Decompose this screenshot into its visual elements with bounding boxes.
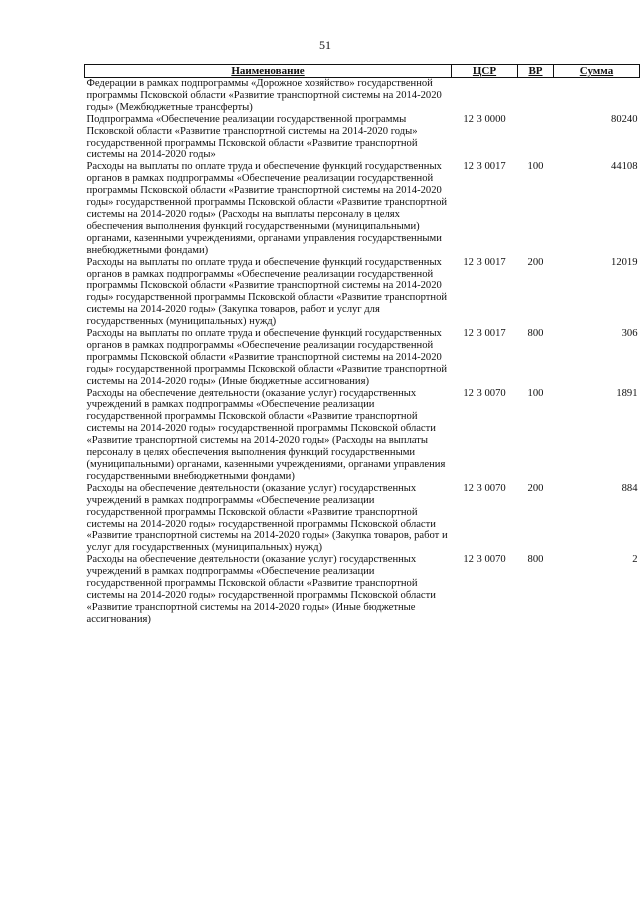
row-csr [452,78,518,114]
table-row [85,554,640,625]
row-vr: 100 [527,387,544,399]
row-name: Расходы на обеспечение деятельности (оказание услуг) государственных учреждений в рамках подпрограммы «Обеспечение реализации государственной программы Псковской области «Развитие транспортной системы на 2014-2020 годы» государственной программы Псковской области «Развитие транспортной системы на 2014-2020 годы» (Закупка товаров, работ и услуг для государственных (муниципальных) нужд) [86,482,448,554]
table-row [85,328,640,388]
row-sum: 80240 [611,113,638,125]
table-row [85,161,640,256]
row-csr: 12 3 0070 [463,387,506,399]
row-sum [554,78,640,114]
row-sum: 44108 [611,161,638,173]
page-number: 51 [319,38,331,52]
table-row [85,78,640,114]
column-header-sum: Сумма [554,65,640,78]
table-body [85,78,640,626]
row-sum: 306 [621,328,638,340]
header-row [85,65,640,78]
row-name: Федерации в рамках подпрограммы «Дорожное хозяйство» государственной программы Псковской области «Развитие транспортной системы на 2014-2020 годы» (Межбюджетные трансферты) [86,78,442,113]
row-name: Расходы на обеспечение деятельности (оказание услуг) государственных учреждений в рамках подпрограммы «Обеспечение реализации государственной программы Псковской области «Развитие транспортной системы на 2014-2020 годы» государственной программы Псковской области «Развитие транспортной системы на 2014-2020 годы» (Иные бюджетные ассигнования) [86,554,436,625]
row-vr: 800 [527,554,544,566]
budget-table [84,64,640,626]
row-vr: 200 [527,482,544,494]
table-row [85,483,640,554]
row-name: Расходы на выплаты по оплате труда и обеспечение функций государственных органов в рамках подпрограммы «Обеспечение реализации государственной программы Псковской области «Развитие транспортной системы на 2014-2020 годы» государственной программы Псковской области «Развитие транспортной системы на 2014-2020 годы» (Закупка товаров, работ и услуг для государственных (муниципальных) нужд) [86,256,448,328]
table-header [85,65,640,78]
table-row [85,257,640,328]
row-csr: 12 3 0017 [463,328,506,340]
row-vr [518,78,554,114]
row-name: Расходы на выплаты по оплате труда и обеспечение функций государственных органов в рамках подпрограммы «Обеспечение реализации государственной программы Псковской области «Развитие транспортной системы на 2014-2020 годы» государственной программы Псковской области «Развитие транспортной системы на 2014-2020 годы» (Иные бюджетные ассигнования) [86,328,448,387]
column-header-csr: ЦСР [452,65,518,78]
row-name: Расходы на выплаты по оплате труда и обеспечение функций государственных органов в рамках подпрограммы «Обеспечение реализации государственной программы Псковской области «Развитие транспортной системы на 2014-2020 годы» государственной программы Псковской области «Развитие транспортной системы на 2014-2020 годы» (Расходы на выплаты персоналу в целях обеспечения выполнения функций государственными (муниципальными) органами, казенными учреждениями, органами управления государственными внебюджетными фондами) [86,161,448,256]
table-row [85,114,640,162]
row-csr: 12 3 0000 [463,113,506,125]
table-row [85,388,640,483]
row-vr: 800 [527,328,544,340]
row-name: Расходы на обеспечение деятельности (оказание услуг) государственных учреждений в рамках подпрограммы «Обеспечение реализации государственной программы Псковской области «Развитие транспортной системы на 2014-2020 годы» государственной программы Псковской области «Развитие транспортной системы на 2014-2020 годы» (Расходы на выплаты персоналу в целях обеспечения выполнения функций государственными (муниципальными) органами, казенными учреждениями, органами управления государственными внебюджетными фондами) [86,387,446,482]
row-csr: 12 3 0017 [463,256,506,268]
column-header-vr: ВР [518,65,554,78]
column-header-name: Наименование [85,65,452,78]
row-sum: 1891 [616,387,638,399]
row-vr [518,114,554,162]
row-name: Подпрограмма «Обеспечение реализации государственной программы Псковской области «Развитие транспортной системы на 2014-2020 годы» государственной программы Псковской области «Развитие транспортной системы на 2014-2020 годы» [86,113,418,161]
row-sum: 884 [621,482,638,494]
row-csr: 12 3 0070 [463,554,506,566]
row-vr: 200 [527,256,544,268]
row-sum: 12019 [611,256,638,268]
row-csr: 12 3 0070 [463,482,506,494]
row-csr: 12 3 0017 [463,161,506,173]
row-sum: 2 [632,554,638,566]
row-vr: 100 [527,161,544,173]
